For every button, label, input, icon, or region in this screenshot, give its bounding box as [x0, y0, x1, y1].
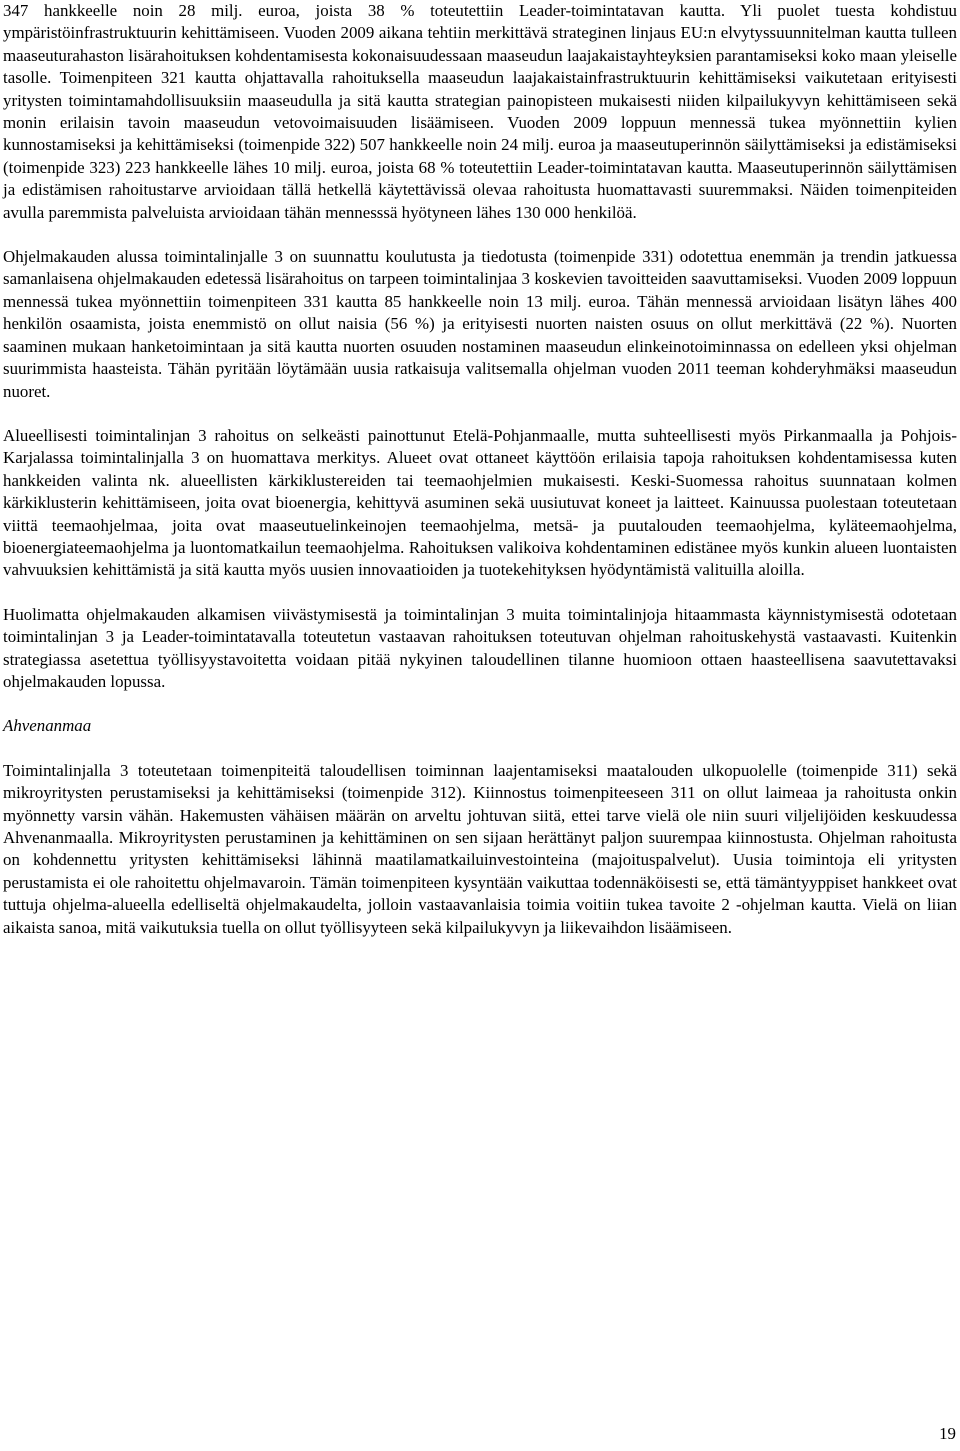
- section-heading-ahvenanmaa: Ahvenanmaa: [3, 716, 92, 736]
- page-number: 19: [939, 1424, 956, 1443]
- paragraph-rural-services: 347 hankkeelle noin 28 milj. euroa, joista 38 % toteutettiin Leader-toimintatavan kautta. Yli puolet tuesta kohdistuu ympäristöinfrastruktuurin kehittämiseen. Vuoden 2009 aikana tehtiin merkittävä strateginen linjaus EU:n elvytyssuunnitelman kautta tulleen maaseuturahaston lisärahoituksen kohdentamisesta kokonaisuudessaan maaseudun laajakaistayhteyksien parantamiseksi koko maan yleiselle tasolle. Toimenpiteen 321 kautta ohjattavalla rahoituksella maaseudun laajakaistainfrastruktuurin kehittämiseksi vaikutetaan erityisesti yritysten toimintamahdollisuuksiin maaseudulla ja sitä kautta strategian painopisteen mukaisesti niiden kilpailukyvyn kehittämiseen sekä monin erilaisin tavoin maaseudun vetovoimaisuuden lisäämiseen. Vuoden 2009 loppuun mennessä tukea myönnettiin kylien kunnostamiseksi ja kehittämiseksi (toimenpide 322) 507 hankkeelle noin 24 milj. euroa ja maaseutuperinnön säilyttämiseksi ja edistämiseksi (toimenpide 323) 223 hankkeelle lähes 10 milj. euroa, joista 68 % toteutettiin Leader-toimintatavan kautta. Maaseutuperinnön säilyttämisen ja edistämisen rahoitustarve arvioidaan tällä hetkellä käytettävissä olevaa rahoitusta huomattavasti suuremmaksi. Näiden toimenpiteiden avulla paremmista palveluista arvioidaan tähän mennesssä hyötyneen lähes 130 000 henkilöä.: [3, 1, 957, 222]
- paragraph-program-outlook: Huolimatta ohjelmakauden alkamisen viivästymisestä ja toimintalinjan 3 muita toimintalinjoja hitaammasta käynnistymisestä odotetaan toimintalinjan 3 ja Leader-toimintatavalla toteutetun vastaavan rahoituksen toteutuvan ohjelman rahoituskehystä vastaavasti. Kuitenkin strategiassa asetettua työllisyystavoitetta voidaan pitää nykyinen taloudellinen tilanne huomioon ottaen haasteellisena saavutettavaksi ohjelmakauden lopussa.: [3, 604, 957, 691]
- document-page: [3, 0, 957, 939]
- paragraph-ahvenanmaa: Toimintalinjalla 3 toteutetaan toimenpiteitä taloudellisen toiminnan laajentamiseksi maatalouden ulkopuolelle (toimenpide 311) sekä mikroyritysten perustamiseksi ja kehittämiseksi (toimenpide 312). Kiinnostus toimenpiteeseen 311 on ollut laimeaa ja rahoitusta onkin myönnetty varsin vähän. Hakemusten vähäisen määrän on arveltu johtuvan siitä, ettei tarve vielä ole niin suuri viljelijöiden keskuudessa Ahvenanmaalla. Mikroyritysten perustaminen ja kehittäminen on sen sijaan herättänyt paljon suurempaa kiinnostusta. Ohjelman rahoitusta on kohdennettu yritysten kehittämiseksi lähinnä maatilamatkailuinvestointeina (majoituspalvelut). Uusia toimintoja eli yritysten perustamista ei ole rahoitettu ohjelmavaroin. Tämän toimenpiteen kysyntään vaikuttaa todennäköisesti se, että tämäntyyppiset hankkeet ovat tuttuja ohjelma-alueella edelliseltä ohjelmakaudelta, jolloin vastaavanlaisia toimia voitiin tukea tavoite 2 -ohjelman kautta. Vielä on liian aikaista sanoa, mitä vaikutuksia tuella on ollut työllisyyteen sekä kilpailukyvyn ja liikevaihdon lisäämiseen.: [3, 760, 957, 937]
- paragraph-regional-funding: Alueellisesti toimintalinjan 3 rahoitus on selkeästi painottunut Etelä-Pohjanmaalle, mutta suhteellisesti myös Pirkanmaalla ja Pohjois-Karjalassa toimintalinjalla 3 on huomattava merkitys. Alueet ovat ottaneet käyttöön erilaisia tapoja rahoituksen kohdentamisessa kuten hankkeiden valinta nk. alueellisten kärkiklustereiden tai teemaohjelmien mukaisesti. Keski-Suomessa rahoitus suunnataan kolmen kärkiklusterin kehittämiseen, joita ovat bioenergia, kehittyvä asuminen sekä uusiutuvat koneet ja laitteet. Kainuussa puolestaan toteutetaan viittä teemaohjelmaa, joita ovat maaseutuelinkeinojen teemaohjelma, metsä- ja puutalouden teemaohjelma, kyläteemaohjelma, bioenergiateemaohjelma ja luontomatkailun teemaohjelma. Rahoituksen valikoiva kohdentaminen edistänee myös kunkin alueen luontaisten vahvuuksien kehittämistä ja sitä kautta myös uusien innovaatioiden ja tuotekehityksen hyödyntämistä valituilla aloilla.: [3, 425, 957, 580]
- paragraph-training-information: Ohjelmakauden alussa toimintalinjalle 3 on suunnattu koulutusta ja tiedotusta (toimenpide 331) odotettua enemmän ja trendin jatkuessa samanlaisena ohjelmakauden edetessä lisärahoitus on tarpeen toimintalinjaa 3 koskevien tavoitteiden saavuttamiseksi. Vuoden 2009 loppuun mennessä tukea myönnettiin toimenpiteen 331 kautta 85 hankkeelle noin 13 milj. euroa. Tähän mennessä arvioidaan lisätyn lähes 400 henkilön osaamista, joista enemmistö on ollut naisia (56 %) ja erityisesti nuorten naisten osuus on ollut merkittävä (22 %). Nuorten saaminen mukaan hanketoimintaan ja sitä kautta nuorten osuuden nostaminen maaseudun elinkeinotoiminnassa on edelleen yksi ohjelman suurimmista haasteista. Tähän pyritään löytämään uusia ratkaisuja valitsemalla ohjelman vuoden 2011 teeman kohderyhmäksi maaseudun nuoret.: [3, 247, 957, 401]
